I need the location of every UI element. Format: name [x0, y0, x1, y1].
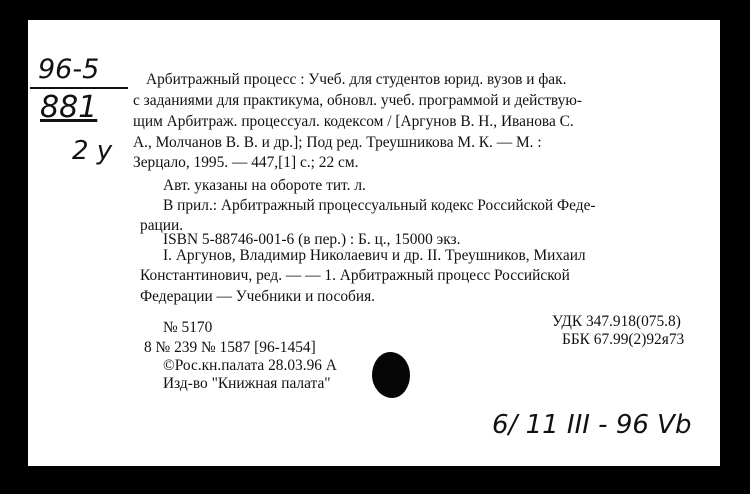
- tracings-first: I. Аргунов, Владимир Николаевич и др. II. Треушников, Михаил: [163, 247, 586, 264]
- registration-line: 8 № 239 № 1587 [96-1454]: [144, 339, 316, 356]
- handwritten-shelfmark-top: 96-5: [38, 54, 100, 85]
- handwritten-shelfmark-extra: 2 y: [72, 136, 113, 166]
- main-entry-line: щим Арбитраж. процессуал. кодексом / [Аргунов В. Н., Иванова С.: [133, 112, 574, 130]
- tracings-continuation: [140, 266, 570, 308]
- authors-note: Авт. указаны на обороте тит. л.: [163, 177, 366, 194]
- tracings-line: Константинович, ред. — — 1. Арбитражный процесс Российской: [140, 267, 570, 284]
- main-entry-continuation: [133, 91, 582, 174]
- book-chamber-line: ©Рос.кн.палата 28.03.96 А: [163, 357, 337, 374]
- appendix-note-first: В прил.: Арбитражный процессуальный кодекс Российской Феде-: [163, 197, 596, 214]
- main-entry-line: Арбитражный процесс : Учеб. для студентов юрид. вузов и фак.: [146, 71, 567, 88]
- main-entry: [146, 70, 566, 91]
- main-entry-line: Зерцало, 1995. — 447,[1] с.; 22 см.: [133, 154, 359, 172]
- bbk-code: ББК 67.99(2)92я73: [562, 331, 685, 348]
- publisher-line: Изд-во "Книжная палата": [163, 375, 331, 392]
- card-number: № 5170: [163, 319, 213, 336]
- main-entry-line: с заданиями для практикума, обновл. учеб. программой и действую-: [133, 92, 582, 109]
- handwritten-date: 6/ 11 III - 96 Vb: [492, 410, 692, 440]
- tracings-line: Федерации — Учебники и пособия.: [140, 287, 376, 305]
- ink-blot: [372, 352, 410, 398]
- main-entry-line: А., Молчанов В. В. и др.]; Под ред. Треушникова М. К. — М. :: [133, 133, 542, 151]
- appendix-note-second: рации.: [140, 217, 184, 234]
- udk-code: УДК 347.918(075.8): [552, 313, 681, 330]
- handwritten-shelfmark-number: 881: [40, 90, 98, 125]
- isbn-line: ISBN 5-88746-001-6 (в пер.) : Б. ц., 15000 экз.: [163, 231, 461, 248]
- handwritten-divider: [30, 87, 128, 89]
